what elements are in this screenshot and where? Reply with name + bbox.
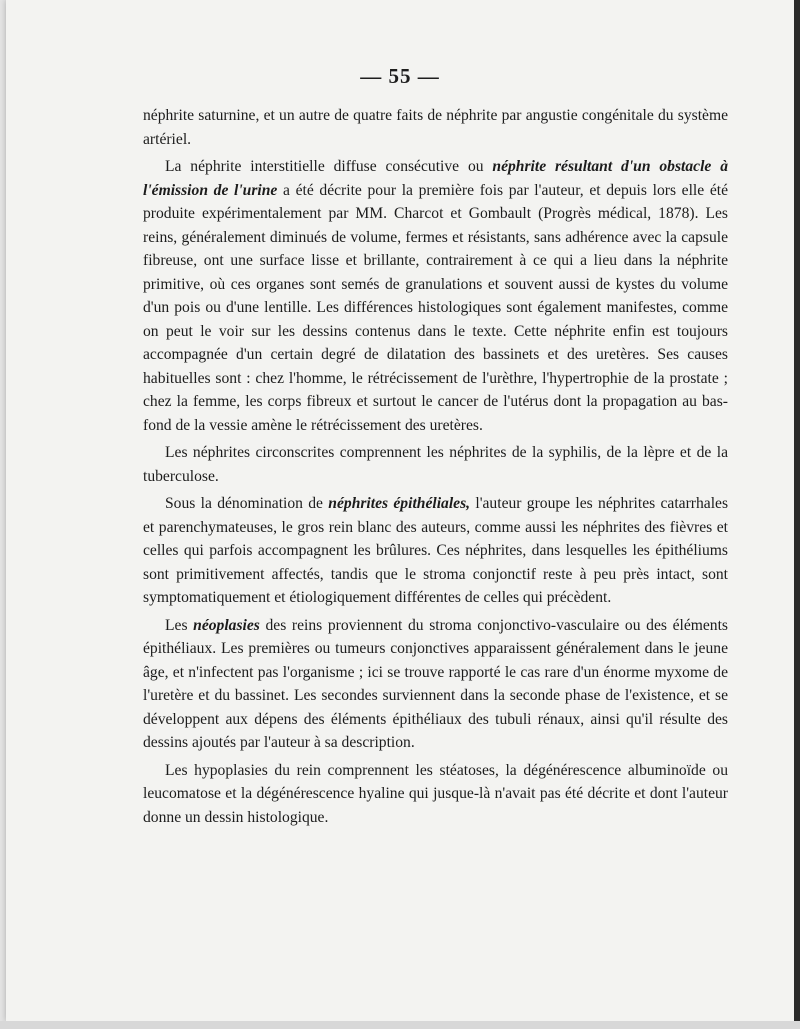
paragraph-3-text: Les néphrites circonscrites comprennent les néphrites de la syphilis, de la lèpre et de la tuberculose. <box>143 444 728 485</box>
paragraph-4-italic: néphrites épithéliales, <box>328 495 471 512</box>
page-edge-shadow <box>794 0 800 1029</box>
paragraph-6-text: Les hypoplasies du rein comprennent les stéatoses, la dégénérescence albuminoïde ou leucomatose et la dégénérescence hyaline qui jusque-là n'avait pas été décrite et dont l'auteur donne un dessin histologique. <box>143 761 728 826</box>
paragraph-3 <box>143 441 728 488</box>
book-page <box>6 0 794 1021</box>
page-bottom-margin <box>0 1021 800 1029</box>
page-number: — 55 — <box>360 64 440 88</box>
paragraph-6 <box>143 759 728 830</box>
paragraph-4-text-b: l'auteur groupe les néphrites catarrhales et parenchymateuses, le gros rein blanc des auteurs, comme aussi les néphrites des fièvres et celles qui parfois accompagnent les brûlures. Ces néphrites, dans lesquelles les épithéliums sont primitivement affectés, tandis que le stroma conjonctif reste à peu près intact, sont symptomatiquement et étiologiquement différentes de celles qui précèdent. <box>143 495 729 606</box>
paragraph-1-text: néphrite saturnine, et un autre de quatre faits de néphrite par angustie congénitale du système artériel. <box>143 107 728 148</box>
paragraph-2-italic: néphrite résultant d'un obstacle à l'émission de l'urine <box>143 158 728 199</box>
paragraph-2 <box>143 155 728 437</box>
paragraph-2-text-a: La néphrite interstitielle diffuse consécutive ou <box>165 158 493 175</box>
paragraph-1 <box>143 104 728 151</box>
paragraph-5-italic: néoplasies <box>193 616 260 634</box>
paragraph-4-text-a: Sous la dénomination de <box>165 495 329 512</box>
paragraph-5-text-a: Les <box>165 616 194 634</box>
paragraph-2-text-b: a été décrite pour la première fois par l'auteur, et depuis lors elle été produite expérimentalement par MM. Charcot et Gombault (Progrès médical, 1878). Les reins, généralement diminués de volume, fermes et résistants, sans adhérence avec la capsule fibreuse, ont une surface lisse et brillante, contrairement à ce qui a lieu dans la néphrite primitive, où ces organes sont semés de granulations et souvent aussi de kystes du volume d'un pois ou d'une lentille. Les différences histologiques sont également manifestes, comme on peut le voir sur les dessins contenus dans le texte. Cette néphrite enfin est toujours accompagnée d'un certain degré de dilatation des bassinets et des uretères. Ses causes habituelles sont : chez l'homme, le rétrécissement de l'urèthre, l'hypertrophie de la prostate ; chez la femme, les corps fibreux et surtout le cancer de l'utérus dont la propagation au bas-fond de la vessie amène le rétrécissement des uretères. <box>143 181 728 434</box>
paragraph-5 <box>143 614 728 755</box>
body-text <box>143 104 728 829</box>
paragraph-5-text-b: des reins proviennent du stroma conjonctivo-vasculaire ou des éléments épithéliaux. Les premières ou tumeurs conjonctives apparaissent généralement dans le jeune âge, et n'infectent pas l'organisme ; ici se trouve rapporté le cas rare d'un énorme myxome de l'uretère et du bassinet. Les secondes surviennent dans la seconde phase de l'existence, et se développent aux dépens des éléments épithéliaux des tubuli rénaux, ainsi qu'il résulte des dessins ajoutés par l'auteur à sa description. <box>143 616 728 751</box>
paragraph-4 <box>143 492 728 610</box>
